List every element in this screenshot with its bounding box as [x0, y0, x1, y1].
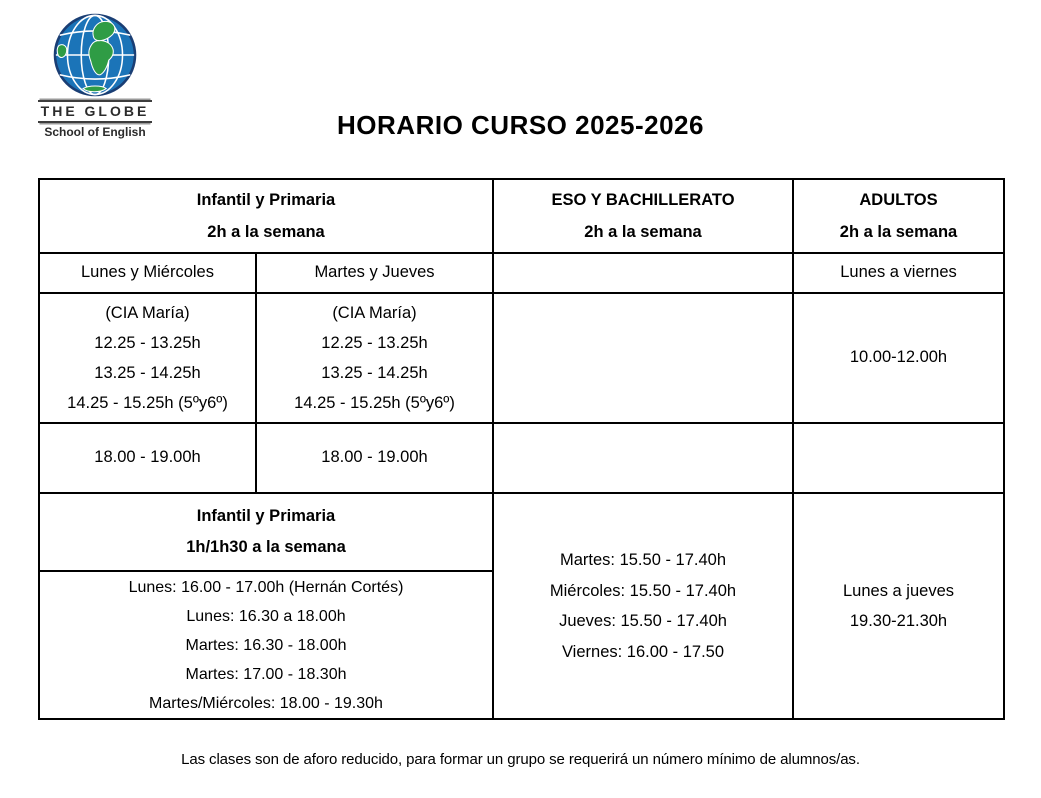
- table-row-midday: [39, 293, 1004, 423]
- schedule-line: (CIA María): [332, 304, 417, 322]
- cell-adultos-morning: 10.00-12.00h: [793, 293, 1004, 423]
- schedule-line: 14.25 - 15.25h (5ºy6º): [67, 394, 228, 412]
- logo-name: THE GLOBE: [38, 100, 152, 123]
- header-eso-bachillerato: [493, 179, 793, 253]
- header-adultos: [793, 179, 1004, 253]
- schedule-line: (CIA María): [105, 304, 190, 322]
- cell-infantil-1h-schedule: [39, 571, 493, 719]
- header-infantil-primaria-2h: [39, 179, 493, 253]
- schedule-table: [38, 178, 1005, 720]
- header-subtitle: 2h a la semana: [839, 223, 958, 241]
- cell-eso-midday-empty: [493, 293, 793, 423]
- cell-eso-schedule: [493, 493, 793, 719]
- cell-adultos-evening-empty: [793, 423, 1004, 493]
- schedule-line: Lunes a jueves: [843, 582, 954, 600]
- header-subtitle: 1h/1h30 a la semana: [186, 538, 346, 556]
- header-title: ADULTOS: [859, 191, 938, 209]
- table-row-day-headers: [39, 253, 1004, 293]
- cell-adultos-evening-schedule: [793, 493, 1004, 719]
- header-title: Infantil y Primaria: [196, 191, 336, 209]
- schedule-line: 12.25 - 13.25h: [94, 334, 201, 352]
- schedule-line: Martes: 17.00 - 18.30h: [185, 665, 347, 683]
- schedule-line: Jueves: 15.50 - 17.40h: [559, 612, 727, 630]
- cell-cia-martes-jueves: [256, 293, 493, 423]
- footer-note: Las clases son de aforo reducido, para formar un grupo se requerirá un número mínimo de alumnos/as.: [181, 751, 860, 768]
- subheader-lunes-miercoles: Lunes y Miércoles: [39, 253, 256, 293]
- schedule-line: 12.25 - 13.25h: [321, 334, 428, 352]
- cell-evening-martes-jueves: 18.00 - 19.00h: [256, 423, 493, 493]
- schedule-line: Lunes: 16.30 a 18.00h: [186, 607, 346, 625]
- logo-subtitle: School of English: [44, 125, 146, 139]
- globe-icon: [52, 12, 138, 98]
- subheader-martes-jueves: Martes y Jueves: [256, 253, 493, 293]
- schedule-line: 14.25 - 15.25h (5ºy6º): [294, 394, 455, 412]
- header-subtitle: 2h a la semana: [207, 223, 325, 241]
- cell-eso-evening-empty: [493, 423, 793, 493]
- subheader-eso-empty: [493, 253, 793, 293]
- schedule-line: Martes: 15.50 - 17.40h: [559, 551, 726, 569]
- schedule-line: 19.30-21.30h: [849, 612, 948, 630]
- table-row-evening: [39, 423, 1004, 493]
- schedule-line: 13.25 - 14.25h: [321, 364, 428, 382]
- table-row-infantil-1h-header: [39, 493, 1004, 571]
- schedule-line: 13.25 - 14.25h: [94, 364, 201, 382]
- schedule-line: Lunes: 16.00 - 17.00h (Hernán Cortés): [128, 578, 404, 596]
- header-title: ESO Y BACHILLERATO: [551, 191, 735, 209]
- cell-cia-lunes-miercoles: [39, 293, 256, 423]
- header-infantil-primaria-1h: [39, 493, 493, 571]
- header-subtitle: 2h a la semana: [584, 223, 702, 241]
- schedule-line: Viernes: 16.00 - 17.50: [561, 642, 725, 661]
- table-row-group-headers: [39, 179, 1004, 253]
- cell-evening-lunes-miercoles: 18.00 - 19.00h: [39, 423, 256, 493]
- schedule-line: Miércoles: 15.50 - 17.40h: [549, 581, 737, 600]
- page-title: HORARIO CURSO 2025-2026: [337, 110, 704, 140]
- header-title: Infantil y Primaria: [196, 507, 336, 525]
- schedule-line: Martes/Miércoles: 18.00 - 19.30h: [149, 694, 383, 712]
- subheader-adultos-days: Lunes a viernes: [793, 253, 1004, 293]
- schedule-line: Martes: 16.30 - 18.00h: [185, 636, 347, 654]
